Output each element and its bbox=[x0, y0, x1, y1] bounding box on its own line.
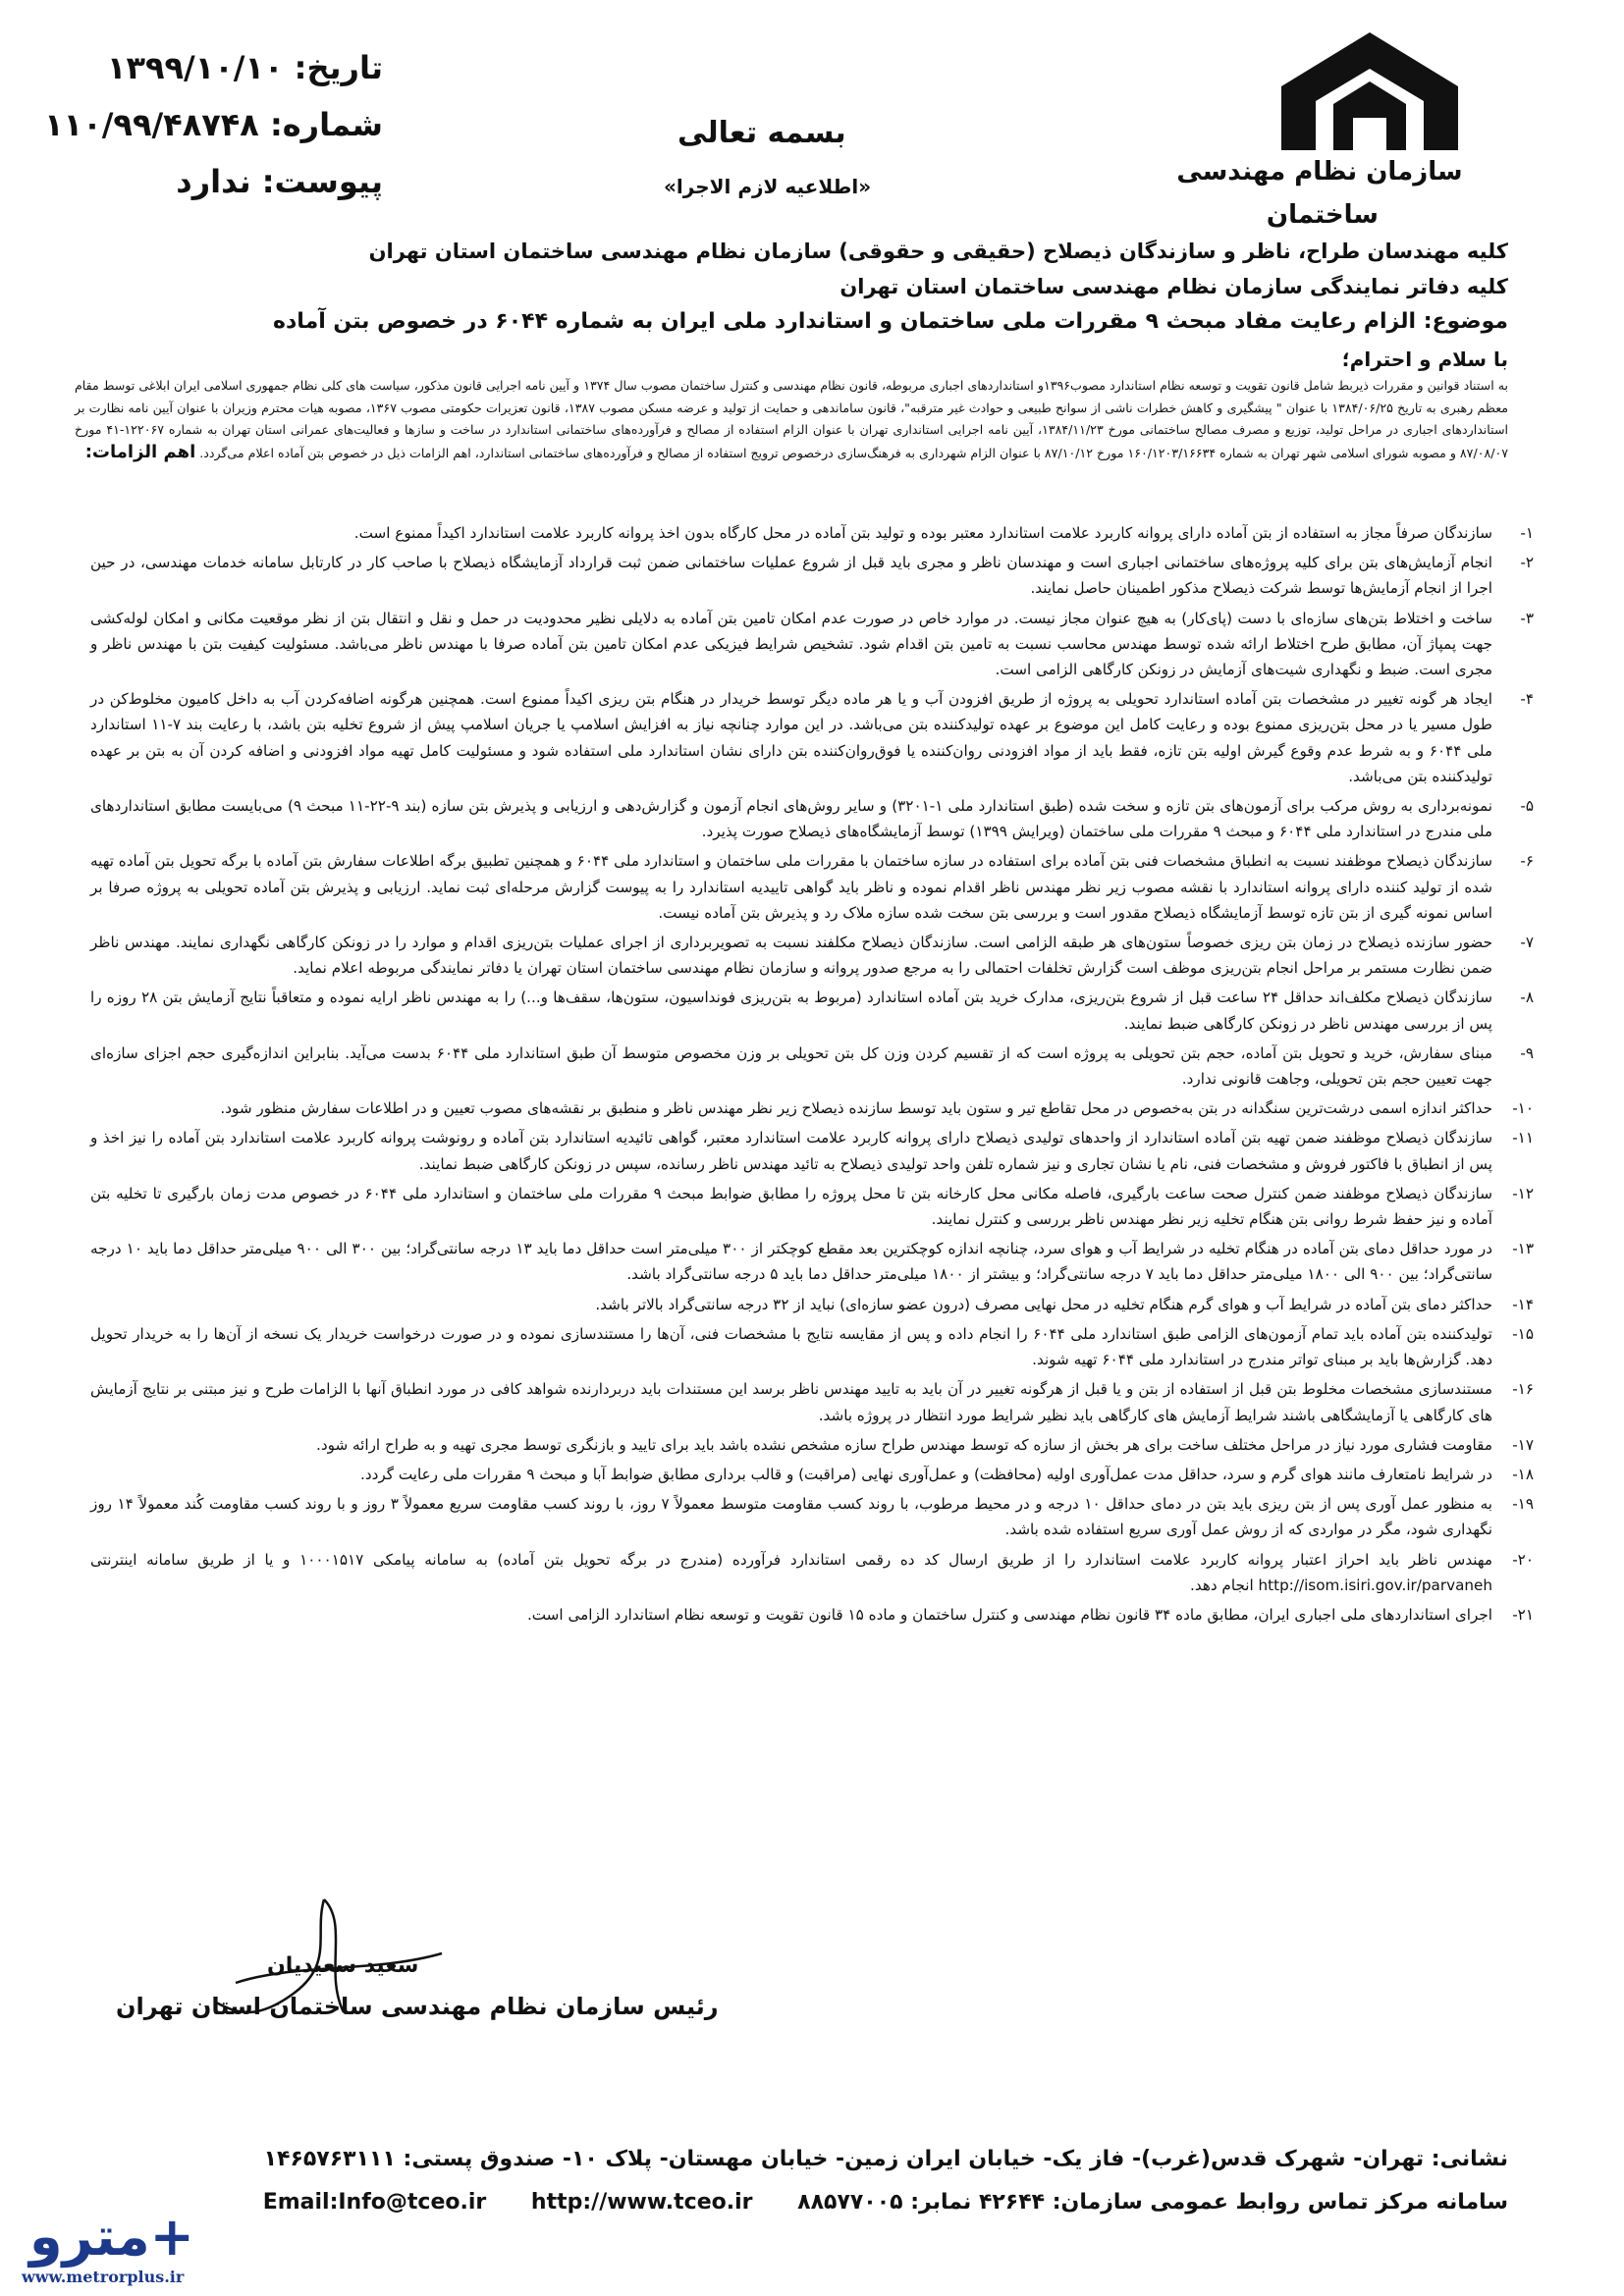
letter-date: تاریخ: ۱۳۹۹/۱۰/۱۰ bbox=[106, 49, 383, 86]
requirement-number: ۵- bbox=[1520, 797, 1534, 816]
org-name-line1: سازمان نظام مهندسی bbox=[1176, 157, 1463, 187]
requirement-text: سازندگان ذیصلاح موظفند ضمن کنترل صحت ساعت بارگیری، فاصله مکانی محل کارخانه بتن تا محل پروژه را مطابق ضوابط مبحث ۹ مقررات ملی ساختمان و استاندارد ملی ۶۰۴۴ در خصوص مدت زمان بارگیری تا تخلیه بتن آماده و نیز حفظ شرط روانی بتن هنگام تخلیه زیر نظر مهندس ناظر بررسی و کنترل نمایند. bbox=[90, 1184, 1492, 1229]
brand-url[interactable]: www.metrorplus.ir bbox=[22, 2268, 185, 2286]
requirement-item bbox=[90, 1125, 1534, 1176]
footer bbox=[262, 2138, 1508, 2224]
requirement-number: ۱۲- bbox=[1512, 1184, 1534, 1202]
requirement-item bbox=[90, 1376, 1534, 1427]
requirements-heading: اهم الزامات: bbox=[84, 441, 196, 462]
requirement-number: ۱۵- bbox=[1512, 1324, 1534, 1343]
requirement-item bbox=[90, 686, 1534, 789]
letter-attachment: پیوست: ندارد bbox=[176, 163, 383, 200]
requirement-item bbox=[90, 1432, 1534, 1458]
footer-address: نشانی: تهران- شهرک قدس(غرب)- فاز یک- خیابان ایران زمین- خیابان مهستان- پلاک ۱۰- صندوق پستی: ۱۴۶۵۷۶۳۱۱۱ bbox=[263, 2147, 1508, 2171]
signatory-name: سعید سعیدیان bbox=[267, 1953, 419, 1978]
requirement-item bbox=[90, 520, 1534, 546]
notice-label: «اطلاعیه لازم الاجرا» bbox=[664, 175, 872, 198]
requirement-item bbox=[90, 1181, 1534, 1232]
requirement-number: ۱۰- bbox=[1512, 1099, 1534, 1118]
requirement-item bbox=[90, 985, 1534, 1036]
requirement-number: ۲- bbox=[1520, 554, 1534, 572]
requirement-number: ۴- bbox=[1520, 690, 1534, 709]
requirement-text: نمونه‌برداری به روش مرکب برای آزمون‌های بتن تازه و سخت شده (طبق استاندارد ملی ۱-۳۲۰۱) و سایر روش‌های انجام آزمون و گزارش‌دهی و ارزیابی و پذیرش بتن سازه (بند ۹-۲۲-۱۱ مبحث ۹) می‌بایست مطابق استانداردهای ملی مندرج در استاندارد ملی ۶۰۴۴ و مبحث ۹ مقررات ملی ساختمان (ویرایش ۱۳۹۹) توسط آزمایشگاه‌های ذیصلاح صورت پذیرد. bbox=[90, 797, 1493, 841]
requirements-list bbox=[90, 520, 1534, 1631]
requirement-item bbox=[90, 606, 1534, 683]
requirement-number: ۱۴- bbox=[1512, 1295, 1534, 1313]
requirement-number: ۶- bbox=[1520, 852, 1534, 871]
subject-line: موضوع: الزام رعایت مفاد مبحث ۹ مقررات ملی ساختمان و استاندارد ملی ایران به شماره ۶۰۴۴ در خصوص بتن آماده bbox=[273, 309, 1508, 334]
requirement-text: ساخت و اختلاط بتن‌های سازه‌ای با دست (پای‌کار) به هیچ عنوان مجاز نیست. در موارد خاص در صورت عدم امکان تامین بتن آماده به دلایلی نظیر محدودیت در حمل و نقل و انتقال بتن از نظر موقعیت مکانی و امکان لوله‌کشی جهت پمپاژ آن، مطابق طرح اختلاط ارائه شده توسط مهندس محاسب نسبت به تامین بتن اقدام شود. تشخیص شرایط فیزیکی عدم امکان تامین بتن آماده صرفا با مهندس ناظر می‌باشد. مسئولیت کیفیت بتن با مهندس ناظر و مجری است. ضبط و نگهداری شیت‌های آزمایش در زونکن کارگاهی الزامی است. bbox=[90, 609, 1492, 679]
requirement-number: ۲۰- bbox=[1512, 1550, 1534, 1569]
requirement-text: سازندگان ذیصلاح موظفند ضمن تهیه بتن آماده استاندارد از واحدهای تولیدی ذیصلاح دارای پروانه کاربرد علامت استاندارد معتبر، گواهی تائیدیه استاندارد بتن آماده و رونوشت پروانه کاربرد علامت استاندارد بتن آماده را نیز اخذ و پس از انطباق با فاکتور فروش و مشخصات فنی، نام یا نشان تجاری و نیز شماره تلفن واحد تولیدی ذیصلاح به تائید مهندس ناظر رسانده، سپس در زونکن کارگاهی ضبط نمایند. bbox=[90, 1129, 1492, 1173]
requirement-text: تولیدکننده بتن آماده باید تمام آزمون‌های الزامی طبق استاندارد ملی ۶۰۴۴ را انجام داده و پس از مقایسه نتایج با مشخصات فنی، آن‌ها را مستندسازی نموده و در صورت درخواست خریدار یک نسخه از آن‌ها را به خریدار تحویل دهد. گزارش‌ها باید بر مبنای تواتر مندرج در استاندارد ملی ۶۰۴۴ تهیه شوند. bbox=[90, 1324, 1492, 1369]
requirement-number: ۲۱- bbox=[1512, 1605, 1534, 1624]
requirement-text: مهندس ناظر باید احراز اعتبار پروانه کاربرد علامت استاندارد را از طریق ارسال کد ده رقمی استاندارد فرآورده (مندرج در برگه تحویل بتن آماده) به سامانه پیامکی ۱۰۰۰۱۵۱۷ و یا از طریق سامانه اینترنتی http://isom.isiri.gov.ir/parvaneh انجام دهد. bbox=[90, 1550, 1493, 1594]
requirement-number: ۸- bbox=[1520, 988, 1534, 1007]
requirement-text: مقاومت فشاری مورد نیاز در مراحل مختلف ساخت برای هر بخش از سازه که توسط مهندس طراح سازه مشخص نشده باشد باید برای تایید و بازنگری توسط مجری تهیه و به طراح ارائه شود. bbox=[316, 1435, 1492, 1454]
signatory-title: رئیس سازمان نظام مهندسی ساختمان استان تهران bbox=[116, 1993, 719, 2020]
requirement-text: سازندگان صرفاً مجاز به استفاده از بتن آماده دارای پروانه کاربرد علامت استاندارد معتبر بوده و تولید بتن آماده در محل کارگاه بدون اخذ پروانه کاربرد علامت استاندارد اکیداً ممنوع است. bbox=[353, 524, 1492, 542]
requirement-item bbox=[90, 1095, 1534, 1121]
requirement-text: در مورد حداقل دمای بتن آماده در هنگام تخلیه در شرایط آب و هوای سرد، چنانچه اندازه کوچکترین بعد مقطع کوچکتر از ۳۰۰ میلی‌متر است حداقل دما باید ۱۳ درجه سانتی‌گراد؛ بین ۳۰۰ الی ۹۰۰ میلی‌متر حداقل دما باید ۱۰ درجه سانتی‌گراد؛ بین ۹۰۰ الی ۱۸۰۰ میلی‌متر حداقل دما باید ۷ درجه سانتی‌گراد؛ و بیشتر از ۱۸۰۰ میلی‌متر حداقل دما باید ۵ درجه سانتی‌گراد باشد. bbox=[90, 1240, 1493, 1284]
requirement-item bbox=[90, 930, 1534, 981]
footer-contact bbox=[262, 2181, 1508, 2224]
requirement-text: ایجاد هر گونه تغییر در مشخصات بتن آماده استاندارد تحویلی به پروژه از طریق افزودن آب و یا هر ماده دیگر توسط خریدار در هنگام بتن ریزی اکیداً ممنوع است. همچنین هرگونه اضافه‌کردن آب به داخل کامیون مخلوط‌کن در طول مسیر یا در محل بتن‌ریزی ممنوع بوده و رعایت کامل این موضوع بر عهده تولیدکننده بتن می‌باشد. در این موارد چنانچه نیاز به افزایش اسلامپ یا جریان اسلامپ پیش از شروع تخلیه بتن باشد، با رعایت بند ۷-۱۱ استاندارد ملی ۶۰۴۴ و به شرط عدم وقوع گیرش اولیه بتن تازه، فقط باید از مواد افزودنی روان‌کننده یا فوق‌روان‌کننده بتن دارای نشان استاندارد ملی استفاده شود و مسئولیت کامل تهیه مواد افزودنی و اضافه کردن آن به بتن بر عهده تولیدکننده بتن می‌باشد. bbox=[90, 690, 1492, 785]
requirement-number: ۱- bbox=[1520, 524, 1534, 542]
letter-number: شماره: ۱۱۰/۹۹/۴۸۷۴۸ bbox=[44, 106, 383, 143]
intro-paragraph bbox=[75, 375, 1508, 464]
requirement-item bbox=[90, 1321, 1534, 1372]
requirement-text: اجرای استانداردهای ملی اجباری ایران، مطابق ماده ۳۴ قانون نظام مهندسی و کنترل ساختمان و ماده ۱۵ قانون تقویت و توسعه نظام استاندارد الزامی است. bbox=[526, 1605, 1492, 1624]
letter-meta bbox=[44, 39, 383, 210]
requirement-item bbox=[90, 848, 1534, 926]
requirement-number: ۱۳- bbox=[1512, 1240, 1534, 1258]
requirement-text: حضور سازنده ذیصلاح در زمان بتن ریزی خصوصاً ستون‌های هر طبقه الزامی است. سازندگان ذیصلاح مکلفند نسبت به تصویربرداری از اجرای عملیات بتن‌ریزی اقدام و موارد را در زونکن کارگاهی نگهداری نمایند. مهندس ناظر ضمن نظارت مستمر بر مراحل انجام بتن‌ریزی موظف است گزارش تخلفات احتمالی را به مرجع صدور پروانه و سازمان نظام مهندسی ساختمان استان تهران یا دفاتر نمایندگی مربوطه اعلام نماید. bbox=[90, 934, 1492, 978]
requirement-number: ۳- bbox=[1520, 609, 1534, 627]
requirement-text: سازندگان ذیصلاح موظفند نسبت به انطباق مشخصات فنی بتن آماده برای استفاده در سازه ساختمان با مقررات ملی ساختمان و استاندارد ملی ۶۰۴۴ و همچنین تطبیق برگه اطلاعات سفارش بتن آماده با برگه تحویل بتن آماده تهیه شده از تولید کننده دارای پروانه استاندارد با نقشه مصوب زیر نظر مهندس ناظر اقدام نموده و ناظر باید گواهی تاییدیه استاندارد را به پیوست گزارش مرحله‌ای ثبت نماید. ارزیابی و پذیرش بتن آماده تحویلی به پروژه صرفا بر اساس نمونه گیری از بتن تازه توسط آزمایشگاه ذیصلاح مقدور است و بررسی بتن سخت شده سازه ملاک رد و پذیرش بتن آماده نیست. bbox=[90, 852, 1492, 922]
requirement-item bbox=[90, 1041, 1534, 1092]
requirement-number: ۱۸- bbox=[1512, 1465, 1534, 1483]
footer-email[interactable]: Email:Info@tceo.ir bbox=[262, 2190, 487, 2215]
requirement-text: حداکثر دمای بتن آماده در شرایط آب و هوای گرم هنگام تخلیه در محل نهایی مصرف (درون عضو سازه‌ای) نباید از ۳۲ درجه سانتی‌گراد بالاتر باشد. bbox=[595, 1295, 1492, 1313]
requirement-item bbox=[90, 1602, 1534, 1628]
requirement-text: انجام آزمایش‌های بتن برای کلیه پروژه‌های ساختمانی اجباری است و مهندسان ناظر و مجری باید قبل از شروع عملیات ساختمانی ضمن ثبت قرارداد آزمایشگاه ذیصلاح با صاحب کار در کارتابل سامانه خدمات مهندسی، در حین اجرا از انجام آزمایش‌ها توسط شرکت ذیصلاح مذکور اطمینان حاصل نمایند. bbox=[90, 554, 1492, 598]
requirement-text: سازندگان ذیصلاح مکلف‌اند حداقل ۲۴ ساعت قبل از شروع بتن‌ریزی، مدارک خرید بتن آماده استاندارد (مربوط به بتن‌ریزی فونداسیون، ستون‌ها، سقف‌ها و...) را به مهندس ناظر ارایه نموده و متعاقباً نتایج آزمایش بتن ۲۸ روزه را پس از بررسی مهندس ناظر در زونکن کارگاهی ضبط نمایند. bbox=[90, 988, 1492, 1033]
requirement-number: ۱۱- bbox=[1512, 1129, 1534, 1148]
footer-website[interactable]: http://www.tceo.ir bbox=[530, 2190, 753, 2215]
requirement-item bbox=[90, 1236, 1534, 1287]
org-name-line2: ساختمان bbox=[1266, 200, 1379, 230]
requirement-number: ۱۷- bbox=[1512, 1435, 1534, 1454]
brand-name: مترو+ bbox=[29, 2206, 194, 2268]
requirement-number: ۱۹- bbox=[1512, 1495, 1534, 1514]
requirement-text: به منظور عمل آوری پس از بتن ریزی باید بتن در دمای حداقل ۱۰ درجه و در محیط مرطوب، با روند کسب مقاومت متوسط معمولاً ۷ روز، با روند کسب مقاومت سریع معمولاً ۳ روز و با روند کسب مقاومت کُند معمولاً ۱۴ روز نگهداری شود، مگر در مواردی که از روش عمل آوری سریع استفاده شده باشد. bbox=[90, 1495, 1492, 1539]
requirement-item bbox=[90, 1292, 1534, 1317]
requirement-item bbox=[90, 793, 1534, 844]
recipients-block bbox=[104, 234, 1508, 340]
requirement-text: در شرایط نامتعارف مانند هوای گرم و سرد، حداقل مدت عمل‌آوری اولیه (محافظت) و عمل‌آوری نهایی (مراقبت) و قالب برداری مطابق ضوابط آبا و مبحث ۹ مقررات ملی رعایت گردد. bbox=[360, 1465, 1492, 1483]
requirement-text: مستندسازی مشخصات مخلوط بتن قبل از استفاده از بتن و یا قبل از هرگونه تغییر در آن باید به تایید مهندس ناظر برسد این مستندات باید دربردارنده شواهد کافی در مورد انطباق آنها با الزامات طرح و نیز مبتنی بر نتایج آزمایش های کارگاهی یا آزمایشگاهی باشند شرایط آزمایش های کارگاهی باید نظیر شرایط مورد انتظار در پروژه باشد. bbox=[90, 1380, 1492, 1424]
bismillah: بسمه تعالی bbox=[677, 116, 846, 150]
footer-contact-center: سامانه مرکز تماس روابط عمومی سازمان: ۴۲۶۴۴ نمابر: ۸۸۵۷۷۰۰۵ bbox=[797, 2190, 1508, 2215]
recipient-line-2: کلیه دفاتر نمایندگی سازمان نظام مهندسی ساختمان استان تهران bbox=[839, 275, 1508, 298]
recipient-line-1: کلیه مهندسان طراح، ناظر و سازندگان ذیصلاح (حقیقی و حقوقی) سازمان نظام مهندسی ساختمان استان تهران bbox=[368, 240, 1508, 263]
greeting: با سلام و احترام؛ bbox=[1341, 347, 1508, 371]
requirement-item bbox=[90, 1462, 1534, 1487]
requirement-item bbox=[90, 1491, 1534, 1542]
requirement-item bbox=[90, 550, 1534, 601]
intro-text: به استناد قوانین و مقررات ذیربط شامل قانون تقویت و توسعه نظام استاندارد مصوب۱۳۹۶و استانداردهای اجباری مربوطه، قانون نظام مهندسی و کنترل ساختمان مصوب سال ۱۳۷۴ و آیین نامه اجرایی قانون مذکور، سیاست های کلی نظام جمهوری اسلامی ایران ابلاغی توسط مقام معظم رهبری به تاریخ ۱۳۸۴/۰۶/۲۵ با عنوان " پیشگیری و کاهش خطرات ناشی از سوانح طبیعی و حوادث غیر مترقبه"، قانون ساماندهی و حمایت از تولید و عرضه مسکن مصوب ۱۳۸۷، قانون تعزیرات حکومتی مصوب ۱۳۶۷، مصوبه هیات محترم وزیران با عنوان آیین نامه نظارت بر استانداردهای اجباری در مراحل تولید، توزیع و مصرف مصالح ساختمانی مورخ ۱۳۸۴/۱۱/۲۳، آیین نامه اجرایی استانداری تهران با عنوان الزام استفاده از مصالح و فرآورده‌های ساختمانی استاندارد در ساخت و سازها و فعالیت‌های عمرانی استان تهران به شماره ۱۲۲۰۶۷-۴۱ مورخ ۸۷/۰۸/۰۷ و مصوبه شورای اسلامی شهر تهران به شماره ۱۶۰/۱۲۰۳/۱۶۶۳۴ مورخ ۸۷/۱۰/۱۲ با عنوان الزام شهرداری به فرهنگ‌سازی درخصوص ترویج استفاده از مصالح و فرآورده‌های ساختمانی استاندارد، اهم الزامات ذیل در خصوص بتن آماده اعلام می‌گردد. bbox=[75, 378, 1509, 460]
organization-logo-icon bbox=[1276, 27, 1463, 155]
requirement-number: ۹- bbox=[1520, 1043, 1534, 1062]
requirement-text: حداکثر اندازه اسمی درشت‌ترین سنگدانه در بتن به‌خصوص در محل تقاطع تیر و ستون باید توسط سازنده ذیصلاح زیر نظر مهندس ناظر و منطبق بر نقشه‌های مصوب تعیین و در اطلاعات سفارش منظور شود. bbox=[220, 1099, 1492, 1118]
requirement-text: مبنای سفارش، خرید و تحویل بتن آماده، حجم بتن تحویلی به پروژه است که از تقسیم کردن وزن کل بتن تحویلی بر وزن مخصوص متوسط آن طبق استاندارد ملی ۶۰۴۴ بدست می‌آید. بنابراین اندازه‌گیری حجم اجزای سازه‌ای جهت تعیین حجم بتن تحویلی، وجاهت قانونی ندارد. bbox=[90, 1043, 1492, 1089]
requirement-number: ۱۶- bbox=[1512, 1380, 1534, 1399]
requirement-number: ۷- bbox=[1520, 934, 1534, 952]
requirement-item bbox=[90, 1547, 1534, 1598]
